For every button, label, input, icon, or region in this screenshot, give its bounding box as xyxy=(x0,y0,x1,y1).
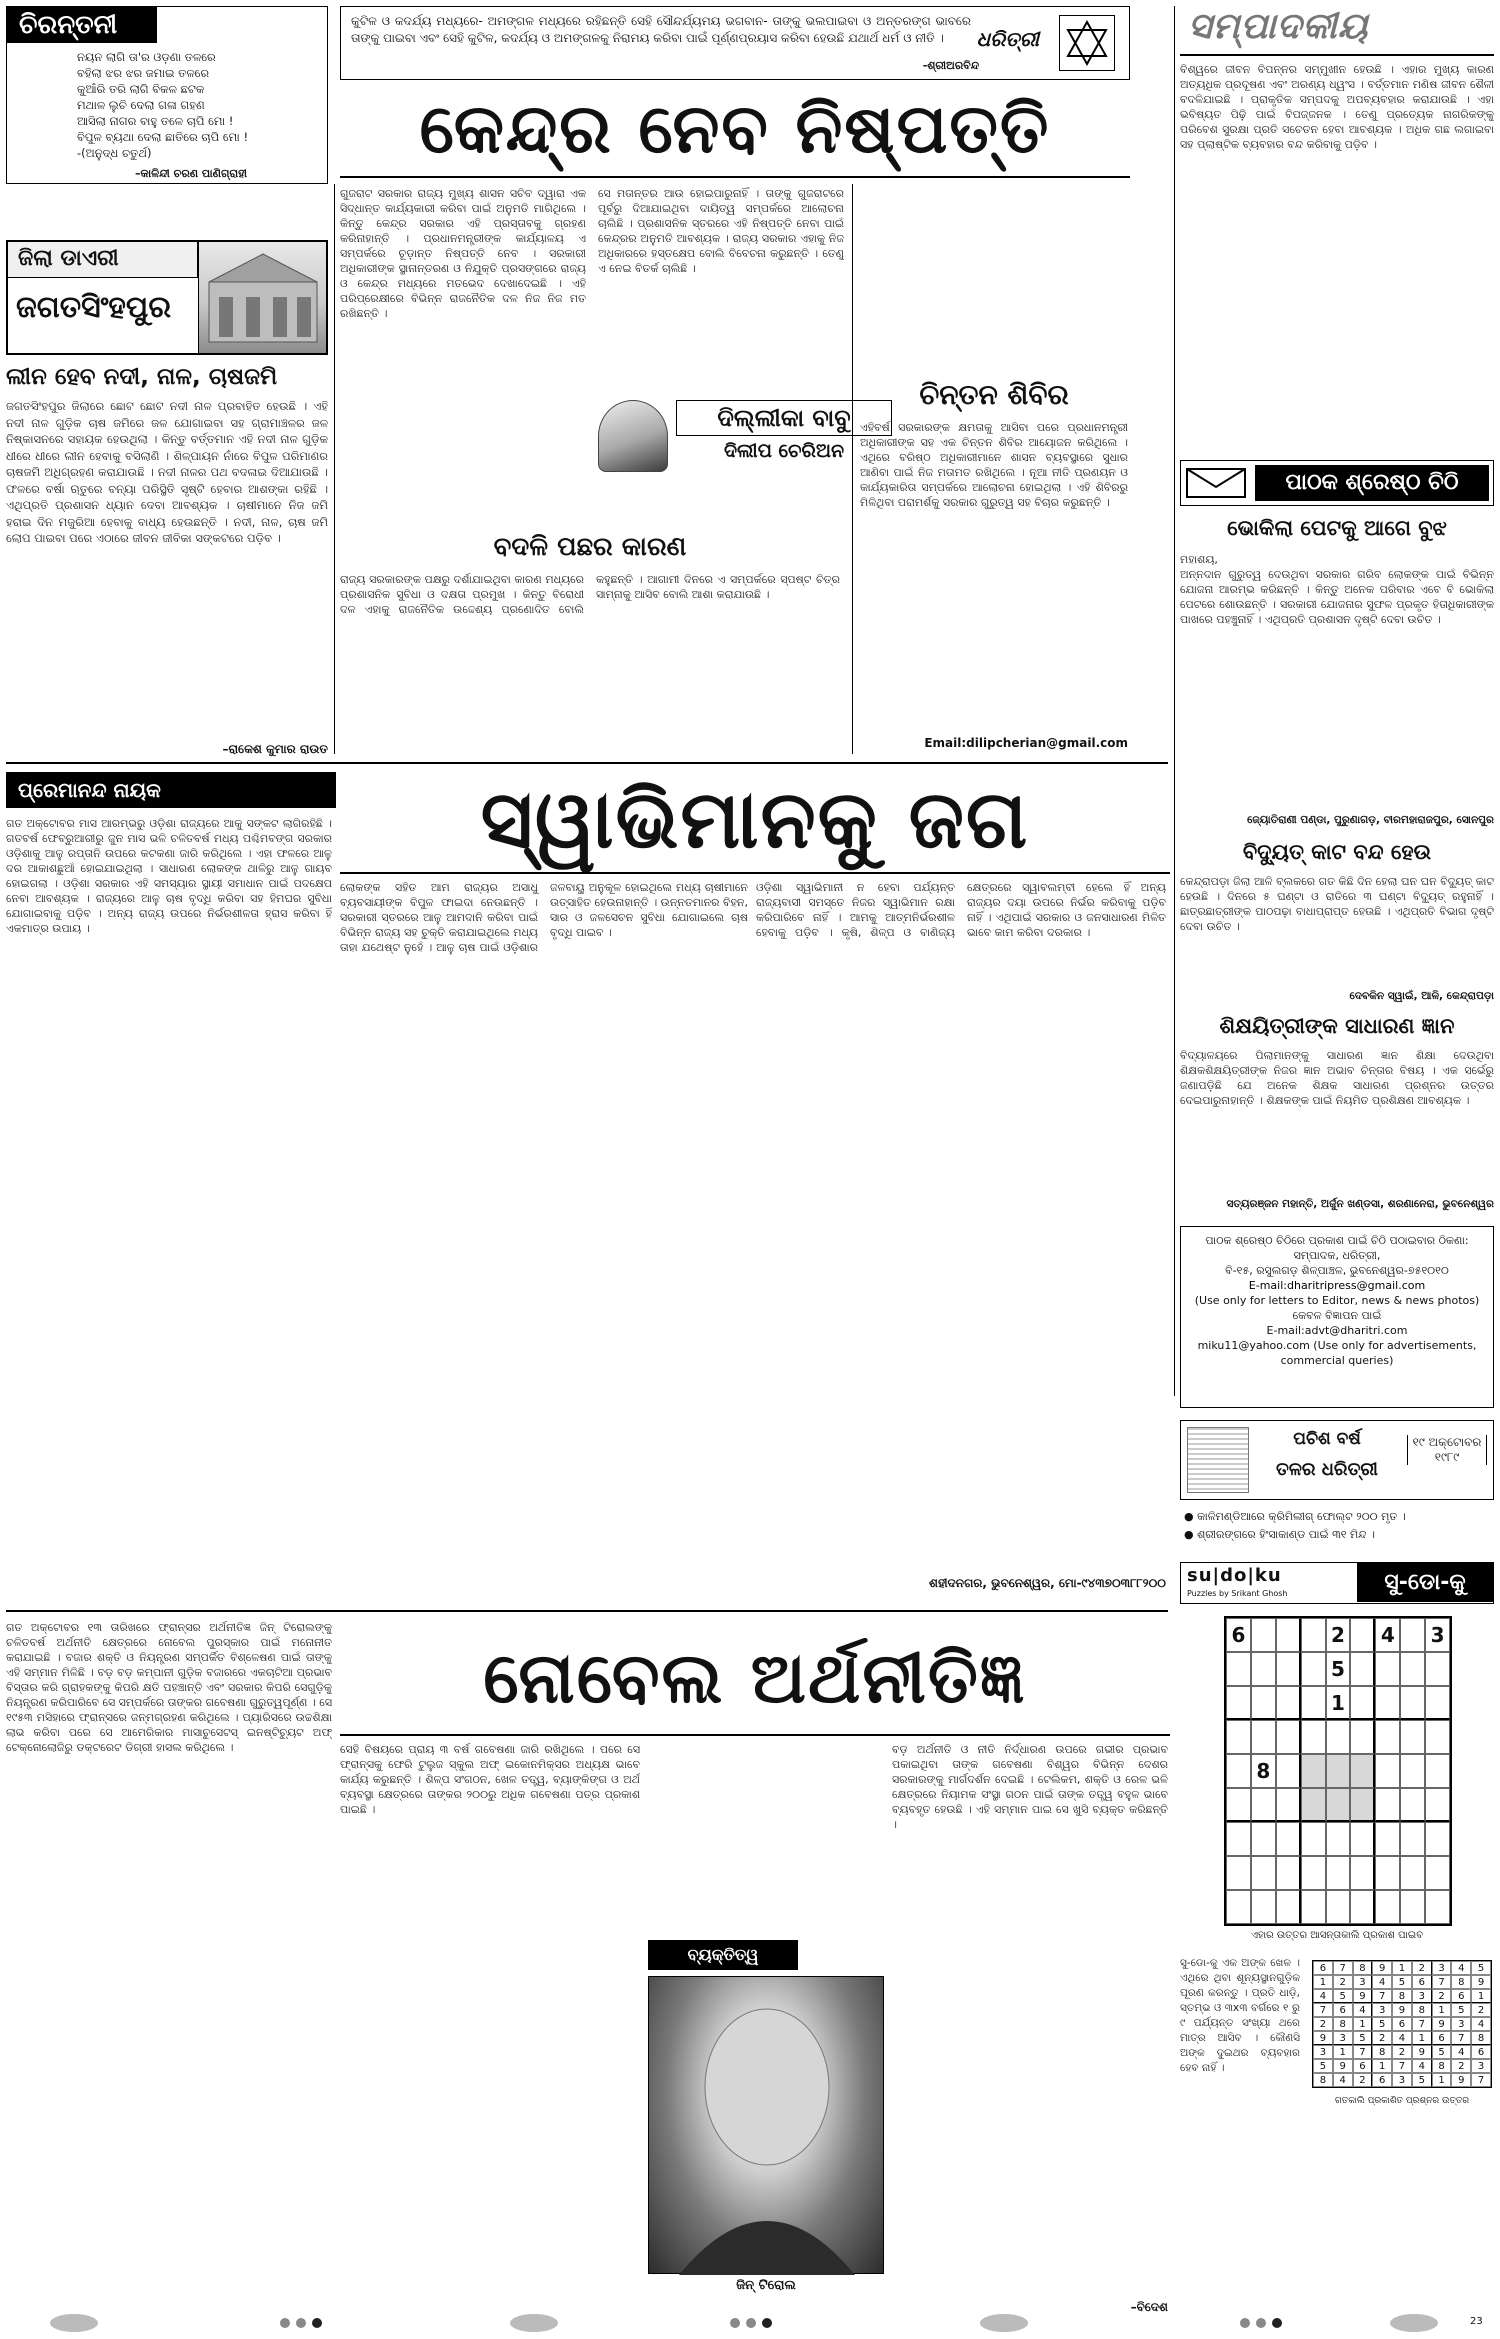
sudoku-solution-cell: 5 xyxy=(1333,1989,1353,2003)
zilla-credit: –ରାକେଶ କୁମାର ରାଉତ xyxy=(222,742,328,756)
sudoku-cell[interactable] xyxy=(1276,1788,1301,1822)
sudoku-solution-cell: 1 xyxy=(1412,2031,1432,2045)
headline-2-underline xyxy=(340,872,1170,874)
masthead xyxy=(1180,6,1494,56)
quote-text: କୁଟିଳ ଓ କଦର୍ଯ୍ୟ ମଧ୍ୟରେ- ଅମଙ୍ଗଳ ମଧ୍ୟରେ ରହିଛନ୍ତି ସେହି ସୌନ୍ଦର୍ଯ୍ୟମୟ ଭଗବାନ- ତାଙ୍କୁ ଭଲପାଇବା ଓ ଅନ୍ତରଙ୍ଗ ଭାବରେ ତାଙ୍କୁ ପାଇବା ଏବଂ ସେହି କୁଟିଳ, କଦର୍ଯ୍ୟ ଓ ଅମଙ୍ଗଳକୁ ନିରାମୟ କରିବା ପାଇଁ ପୂର୍ଣ୍ଣପ୍ରୟାସ କରିବା ହେଉଛି ଯଥାର୍ଥ ଧର୍ମ ଓ ନୀତି । xyxy=(351,14,971,45)
sudoku-cell[interactable] xyxy=(1400,1856,1425,1890)
column-divider xyxy=(334,184,335,754)
sudoku-solution-cell: 6 xyxy=(1392,2017,1412,2031)
sudoku-cell[interactable]: 2 xyxy=(1326,1618,1351,1652)
sudoku-solution-cell: 9 xyxy=(1372,1961,1392,1975)
nobel-credit: –ବିଦେଶ xyxy=(1130,2300,1168,2314)
sudoku-cell[interactable] xyxy=(1326,1720,1351,1754)
sudoku-cell[interactable] xyxy=(1301,1720,1326,1754)
sudoku-solution-cell: 8 xyxy=(1451,1975,1471,1989)
quote-box xyxy=(340,6,1130,80)
footer-oval-1 xyxy=(50,2314,98,2332)
delhi-column-box xyxy=(598,400,898,474)
sudoku-cell[interactable]: 8 xyxy=(1251,1754,1276,1788)
sudoku-cell[interactable] xyxy=(1400,1618,1425,1652)
sudoku-logo: su|do|ku xyxy=(1187,1565,1282,1586)
sudoku-solution-cell: 9 xyxy=(1392,2003,1412,2017)
sudoku-solution-cell: 5 xyxy=(1313,2059,1333,2073)
twentyfive-item1: ● କାଳିମଣ୍ଡିଆରେ କ୍ରିମିଲୀଗ୍ ଫୋଲ୍ଟ ୨୦୦ ମୃତ । xyxy=(1184,1510,1406,1523)
sudoku-cell[interactable] xyxy=(1425,1652,1450,1686)
sudoku-solution-cell: 8 xyxy=(1353,1961,1373,1975)
sudoku-cell[interactable] xyxy=(1425,1720,1450,1754)
sudoku-solution-cell: 6 xyxy=(1353,2059,1373,2073)
sudoku-cell[interactable] xyxy=(1301,1822,1326,1856)
nobel-col-c: ବଡ଼ ଅର୍ଥନୀତି ଓ ନୀତି ନିର୍ଦ୍ଧାରଣ ଉପରେ ଗଭୀର ପ୍ରଭାବ ପକାଇଥିବା ତାଙ୍କ ଗବେଷଣା ବିଶ୍ୱର ବିଭିନ୍ନ ଦେଶର ସରକାରଙ୍କୁ ମାର୍ଗଦର୍ଶନ ଦେଇଛି । ଟେଲିକମ, ଶକ୍ତି ଓ ରେଳ ଭଳି କ୍ଷେତ୍ରରେ ନିୟାମକ ସଂସ୍ଥା ଗଠନ ପାଇଁ ତାଙ୍କ ତତ୍ତ୍ୱ ବହୁଳ ଭାବେ ବ୍ୟବହୃତ ହେଉଛି । ଏହି ସମ୍ମାନ ପାଇ ସେ ଖୁସି ବ୍ୟକ୍ତ କରିଛନ୍ତି । xyxy=(892,1743,1168,1831)
sudoku-solution-cell: 9 xyxy=(1353,1989,1373,2003)
sudoku-cell[interactable] xyxy=(1276,1686,1301,1720)
right-column-divider xyxy=(1174,6,1175,1396)
footer-oval-3 xyxy=(980,2314,1028,2332)
column-divider-2 xyxy=(852,184,853,754)
best-letter-title: ପାଠକ ଶ୍ରେଷ୍ଠ ଚିଠି xyxy=(1255,465,1489,501)
sudoku-cell[interactable] xyxy=(1226,1652,1251,1686)
sudoku-solution-cell: 7 xyxy=(1432,1975,1452,1989)
masthead-title: ସମ୍ପାଦକୀୟ xyxy=(1188,6,1369,47)
footer-oval-2 xyxy=(510,2314,558,2332)
section3-top-rule xyxy=(6,1610,1168,1612)
sudoku-cell[interactable] xyxy=(1326,1754,1351,1788)
sudoku-solution-cell: 6 xyxy=(1432,2031,1452,2045)
letter3-signature: ସତ୍ୟରଞ୍ଜନ ମହାନ୍ତି, ଅର୍ଜୁନ ଖଣ୍ଡସା, ଶରଣାନେରା, ଭୁବନେଶ୍ୱର xyxy=(1226,1198,1494,1210)
sudoku-cell[interactable] xyxy=(1226,1686,1251,1720)
sudoku-solution-cell: 4 xyxy=(1333,2073,1353,2087)
sudoku-cell[interactable] xyxy=(1400,1686,1425,1720)
sudoku-solution-cell: 2 xyxy=(1313,2017,1333,2031)
swabhiman-col-b: ଲୋକଙ୍କ ସହିତ ଆମ ରାଜ୍ୟର ଅସାଧୁ ବ୍ୟବସାୟୀଙ୍କ ବିପୁଳ ଫାଇଦା ନେଉଛନ୍ତି । ସରକାରୀ ସ୍ତରରେ ଆଳୁ ଆମଦାନି କରିବା ପାଇଁ ବିଭିନ୍ନ ରାଜ୍ୟ ସହ ଚୁକ୍ତି କରାଯାଇଥିଲେ ମଧ୍ୟ ତାହା ଯଥେଷ୍ଟ ନୁହେଁ । ଆଳୁ ଚାଷ ପାଇଁ ଓଡ଼ିଶାର ଜଳବାୟୁ ଅନୁକୂଳ ହୋଇଥିଲେ ମଧ୍ୟ ଚାଷୀମାନେ ଉତ୍ସାହିତ ହେଉନାହାନ୍ତି । ଉନ୍ନତମାନର ବିହନ, ସାର ଓ ଜଳସେଚନ ସୁବିଧା ଯୋଗାଇଲେ ଚାଷ ବୃଦ୍ଧି ପାଇବ । xyxy=(340,881,748,954)
sudoku-solution-cell: 5 xyxy=(1432,2045,1452,2059)
sudoku-cell[interactable] xyxy=(1350,1652,1375,1686)
sudoku-solution-cell: 5 xyxy=(1353,2031,1373,2045)
sudoku-cell[interactable] xyxy=(1226,1788,1251,1822)
sudoku-solution-cell: 4 xyxy=(1372,1975,1392,1989)
sudoku-solution-cell: 6 xyxy=(1372,2073,1392,2087)
sudoku-cell[interactable] xyxy=(1425,1890,1450,1924)
footer-oval-4 xyxy=(1390,2314,1438,2332)
footer-dot-9 xyxy=(1272,2318,1282,2328)
footer-dot-8 xyxy=(1256,2318,1266,2328)
footer-dot-7 xyxy=(1240,2318,1250,2328)
sudoku-solution-cell: 8 xyxy=(1471,2031,1491,2045)
sudoku-cell[interactable] xyxy=(1326,1856,1351,1890)
sudoku-solution-cell: 2 xyxy=(1392,2045,1412,2059)
sudoku-cell[interactable] xyxy=(1400,1822,1425,1856)
sudoku-solution-cell: 5 xyxy=(1471,1961,1491,1975)
sudoku-cell[interactable] xyxy=(1400,1788,1425,1822)
sudoku-solution-cell: 9 xyxy=(1451,2073,1471,2087)
sudoku-title: ସୁ-ଡୋ-କୁ xyxy=(1357,1563,1493,1602)
sudoku-solution-cell: 1 xyxy=(1471,1989,1491,2003)
sudoku-solution-cell: 6 xyxy=(1333,2003,1353,2017)
sudoku-cell[interactable] xyxy=(1276,1652,1301,1686)
quote-logo: ଧରିତ୍ରୀ xyxy=(976,27,1039,51)
editorial1-subhead: ବଦଳି ପଛର କାରଣ xyxy=(493,532,687,562)
sudoku-solution-cell: 4 xyxy=(1451,2045,1471,2059)
zilla-diary xyxy=(6,240,328,355)
sudoku-logo-sub: Puzzles by Srikant Ghosh xyxy=(1187,1589,1288,1598)
sudoku-solution-cell: 3 xyxy=(1432,1961,1452,1975)
sudoku-solution-cell: 3 xyxy=(1471,2059,1491,2073)
sudoku-cell[interactable] xyxy=(1375,1754,1400,1788)
page-number: 23 xyxy=(1470,2316,1483,2327)
nobel-box-label: ବ୍ୟକ୍ତିତ୍ୱ xyxy=(648,1940,798,1970)
sudoku-cell[interactable] xyxy=(1425,1822,1450,1856)
sudoku-solution-cell: 6 xyxy=(1313,1961,1333,1975)
footer-dot-5 xyxy=(746,2318,756,2328)
sudoku-puzzle-grid[interactable] xyxy=(1224,1616,1452,1926)
sudoku-cell[interactable] xyxy=(1375,1856,1400,1890)
sudoku-cell[interactable] xyxy=(1425,1856,1450,1890)
sudoku-solution-cell: 5 xyxy=(1451,2003,1471,2017)
sudoku-cell[interactable] xyxy=(1326,1822,1351,1856)
sudoku-header xyxy=(1180,1562,1494,1604)
sudoku-cell[interactable] xyxy=(1425,1754,1450,1788)
headline-3-underline xyxy=(340,1734,1170,1736)
sudoku-solution-grid xyxy=(1312,1960,1492,2088)
nobel-col-a: ଗତ ଅକ୍ଟୋବର ୧୩ ତାରିଖରେ ଫ୍ରାନ୍ସର ଅର୍ଥନୀତିଜ୍ଞ ଜିନ୍ ଟିରୋଲଙ୍କୁ ଚଳିତବର୍ଷ ଅର୍ଥନୀତି କ୍ଷେତ୍ରରେ ନୋବେଲ ପୁରସ୍କାର ପାଇଁ ମନୋନୀତ କରାଯାଇଛି । ବଜାର ଶକ୍ତି ଓ ନିୟନ୍ତ୍ରଣ ସମ୍ପର୍କିତ ବିଶ୍ଳେଷଣ ପାଇଁ ତାଙ୍କୁ ଏହି ସମ୍ମାନ ମିଳିଛି । ବଡ଼ ବଡ଼ କମ୍ପାନୀ ଗୁଡ଼ିକ ବଜାରରେ ଏକଚାଟିଆ ପ୍ରଭାବ ବିସ୍ତାର କରି ଗ୍ରାହକଙ୍କୁ କିପରି କ୍ଷତି ପହଞ୍ଚାନ୍ତି ଏବଂ ସରକାର କିପରି ସେଗୁଡ଼ିକୁ ନିୟନ୍ତ୍ରଣ କରିପାରିବେ ସେ ସମ୍ପର୍କରେ ତାଙ୍କର ଗବେଷଣା ଗୁରୁତ୍ୱପୂର୍ଣ୍ଣ । ସେ ୧୯୫୩ ମସିହାରେ ଫ୍ରାନ୍ସରେ ଜନ୍ମଗ୍ରହଣ କରିଥିଲେ । ପ୍ୟାରିସରେ ଉଚ୍ଚଶିକ୍ଷା ଲାଭ କରିବା ପରେ ସେ ଆମେରିକାର ମାସାଚୁସେଟସ୍ ଇନଷ୍ଟିଚ୍ୟୁଟ ଅଫ୍ ଟେକ୍ନୋଲୋଜିରୁ ଡକ୍ଟରେଟ ଡିଗ୍ରୀ ହାସଲ କରିଥିଲେ । xyxy=(6,1621,332,1754)
sudoku-solution-cell: 4 xyxy=(1451,1961,1471,1975)
columnist-photo xyxy=(598,400,668,472)
zilla-label: ଜିଲା ଡାଏରୀ xyxy=(8,242,198,278)
sudoku-cell[interactable] xyxy=(1425,1788,1450,1822)
sudoku-cell[interactable] xyxy=(1425,1686,1450,1720)
sudoku-cell[interactable] xyxy=(1226,1720,1251,1754)
twentyfive-date: ୧୯ ଅକ୍ଟୋବର ୧୯୮୯ xyxy=(1407,1435,1487,1465)
sudoku-solution-cell: 7 xyxy=(1392,2059,1412,2073)
sudoku-solution-cell: 3 xyxy=(1412,1989,1432,2003)
sudoku-solution-cell: 8 xyxy=(1412,2003,1432,2017)
sudoku-solution-cell: 4 xyxy=(1471,2017,1491,2031)
delhi-subhead: ଚିନ୍ତନ ଶିବିର xyxy=(919,378,1069,411)
sudoku-solution-cell: 4 xyxy=(1353,2003,1373,2017)
section2-top-rule xyxy=(6,762,1168,764)
editor-intro: ବିଶ୍ୱରେ ଜୀବନ ବିପନ୍ନର ସମ୍ମୁଖୀନ ହେଉଛି । ଏହାର ମୁଖ୍ୟ କାରଣ ଅତ୍ୟଧିକ ପ୍ରଦୂଷଣ ଏବଂ ଅରଣ୍ୟ ଧ୍ୱଂସ । ବର୍ତ୍ତମାନ ମଣିଷ ଜୀବନ ଶୈଳୀ ବଦଳିଯାଇଛି । ପ୍ରାକୃତିକ ସମ୍ପଦକୁ ଅପବ୍ୟବହାର କରାଯାଉଛି । ଏହା ଭବିଷ୍ୟତ ପିଢ଼ି ପାଇଁ ବିପଜ୍ଜନକ । ତେଣୁ ପ୍ରତ୍ୟେକ ନାଗରିକଙ୍କୁ ପରିବେଶ ସୁରକ୍ଷା ପ୍ରତି ସଚେତନ ହେବା ଆବଶ୍ୟକ । ଅଧିକ ଗଛ ଲଗାଇବା ସହ ପ୍ଲାଷ୍ଟିକ ବ୍ୟବହାର ବନ୍ଦ କରିବାକୁ ପଡ଼ିବ । xyxy=(1180,63,1494,151)
sudoku-solution-cell: 3 xyxy=(1353,1975,1373,1989)
letter1-signature: ଜ୍ୟୋତିରାଣୀ ପଣ୍ଡା, ପୁରୁଣାଗଡ଼, ବୀରମହାରାଜପୁର, ସୋନପୁର xyxy=(1247,814,1494,826)
sudoku-cell[interactable] xyxy=(1375,1686,1400,1720)
swabhiman-col-a: ଗତ ଅକ୍ଟୋବର ମାସ ଆରମ୍ଭରୁ ଓଡ଼ିଶା ରାଜ୍ୟରେ ଆକୁ ସଙ୍କଟ ଲାଗିରହିଛି । ଗତବର୍ଷ ଫେବ୍ରୁଆରୀରୁ ଜୁନ ମାସ ଭଳି ଚଳିତବର୍ଷ ମଧ୍ୟ ପଶ୍ଚିମବଙ୍ଗ ସରକାର ଓଡ଼ିଶାକୁ ଆଳୁ ରପ୍ତାନି ଉପରେ କଟକଣା ଜାରି କରିଥିଲେ । ଏହା ଫଳରେ ଆଳୁ ଦର ଆକାଶଛୁଆଁ ହୋଇଯାଇଥିଲା । ସାଧାରଣ ଲୋକଙ୍କ ଥାଳିରୁ ଆଳୁ ଗାୟବ ହୋଇଗଲା । ଓଡ଼ିଶା ସରକାର ଏହି ସମସ୍ୟାର ସ୍ଥାୟୀ ସମାଧାନ ପାଇଁ ପଦକ୍ଷେପ ନେବା ଆବଶ୍ୟକ । ରାଜ୍ୟରେ ଆଳୁ ଚାଷ ବୃଦ୍ଧି କରିବା ସହ ହିମଘର ସୁବିଧା ଯୋଗାଇବାକୁ ପଡ଼ିବ । ଅନ୍ୟ ରାଜ୍ୟ ଉପରେ ନିର୍ଭରଶୀଳତା ହ୍ରାସ କରିବା ହିଁ ଏକମାତ୍ର ଉପାୟ । xyxy=(6,817,332,935)
sudoku-cell[interactable] xyxy=(1350,1822,1375,1856)
delhi-author: ଦିଲୀପ ଚେରିଅନ xyxy=(723,440,845,462)
zilla-body: ଜଗତସିଂହପୁର ଜିଲାରେ ଛୋଟ ଛୋଟ ନଦୀ ନାଳ ପ୍ରବାହିତ ହେଉଛି । ଏହି ନଦୀ ନାଳ ଗୁଡ଼ିକ ଚାଷ ଜମିରେ ଜଳ ଯୋଗାଇବା ସହ ଗ୍ରାମାଞ୍ଚଳର ଜଳ ନିଷ୍କାସନରେ ସହାୟକ ହେଉଥିଲା । କିନ୍ତୁ ବର୍ତ୍ତମାନ ଏହି ନଦୀ ନାଳ ଗୁଡ଼ିକ ଧୀରେ ଧୀରେ ଲୀନ ହେବାକୁ ବସିଲାଣି । ଶିଳ୍ପାୟନ ନାଁରେ ବିପୁଳ ପରିମାଣର ଚାଷଜମି ଅଧିଗ୍ରହଣ କରାଯାଉଛି । ନଦୀ ନାଳର ପଥ ବଦଳାଇ ଦିଆଯାଉଛି । ଫଳରେ ବର୍ଷା ଋତୁରେ ବନ୍ୟା ପରିସ୍ଥିତି ସୃଷ୍ଟି ହେବାର ଆଶଙ୍କା ରହିଛି । ଏଥିପ୍ରତି ପ୍ରଶାସନ ଧ୍ୟାନ ଦେବା ଆବଶ୍ୟକ । ଚାଷୀମାନେ ନିଜ ଜମି ହରାଇ ଦିନ ମଜୁରିଆ ହେବାକୁ ବାଧ୍ୟ ହେଉଛନ୍ତି । ନଦୀ, ନାଳ, ଚାଷ ଜମି ଲୋପ ପାଇବା ପରେ ଏଠାରେ ଜୀବନ ଜୀବିକା ସଙ୍କଟରେ ପଡ଼ିବ । xyxy=(6,399,328,545)
sudoku-solution-cell: 2 xyxy=(1451,2059,1471,2073)
sudoku-cell[interactable] xyxy=(1375,1788,1400,1822)
sudoku-cell[interactable] xyxy=(1251,1788,1276,1822)
sudoku-solution-cell: 9 xyxy=(1313,2031,1333,2045)
nobel-portrait-box xyxy=(648,1940,884,2310)
chirantani-credit: –କାଳିନ୍ଦୀ ଚରଣ ପାଣିଗ୍ରାହୀ xyxy=(135,167,247,180)
sudoku-solution-cell: 7 xyxy=(1412,2017,1432,2031)
delhi-column-label: ଦିଲ୍ଲୀକା ବାବୁ xyxy=(676,400,892,436)
letter2-body: କେନ୍ଦ୍ରାପଡ଼ା ଜିଲା ଆଳି ବ୍ଲକରେ ଗତ କିଛି ଦିନ ହେଲା ଘନ ଘନ ବିଦ୍ୟୁତ୍ କାଟ ହେଉଛି । ଦିନରେ ୫ ଘଣ୍ଟା ଓ ରାତିରେ ୩ ଘଣ୍ଟା ବିଦ୍ୟୁତ୍ ରହୁନାହିଁ । ଛାତ୍ରଛାତ୍ରୀଙ୍କ ପାଠପଢ଼ା ବାଧାପ୍ରାପ୍ତ ହେଉଛି । ଏଥିପ୍ରତି ବିଭାଗ ଦୃଷ୍ଟି ଦେବା ଉଚିତ । xyxy=(1180,875,1494,933)
footer-dot-6 xyxy=(762,2318,772,2328)
sudoku-cell[interactable] xyxy=(1276,1720,1301,1754)
swabhiman-col-c: ଓଡ଼ିଶା ସ୍ୱାଭିମାନୀ ନ ହେବା ପର୍ଯ୍ୟନ୍ତ ରାଜ୍ୟବାସୀ ସମସ୍ତେ ନିଜର ସ୍ୱାଭିମାନ ରକ୍ଷା କରିପାରିବେ ନାହିଁ । ଆମକୁ ଆତ୍ମନିର୍ଭରଶୀଳ ହେବାକୁ ପଡ଼ିବ । କୃଷି, ଶିଳ୍ପ ଓ ବାଣିଜ୍ୟ କ୍ଷେତ୍ରରେ ସ୍ୱାବଲମ୍ବୀ ହେଲେ ହିଁ ଅନ୍ୟ ରାଜ୍ୟର ଦୟା ଉପରେ ନିର୍ଭର କରିବାକୁ ପଡ଼ିବ ନାହିଁ । ଏଥିପାଇଁ ସରକାର ଓ ଜନସାଧାରଣ ମିଳିତ ଭାବେ କାମ କରିବା ଦରକାର । xyxy=(756,881,1166,939)
sudoku-cell[interactable] xyxy=(1375,1652,1400,1686)
sudoku-solution-cell: 7 xyxy=(1353,2045,1373,2059)
chirantani-title: ଚିରନ୍ତନୀ xyxy=(7,7,157,43)
sudoku-solution-cell: 2 xyxy=(1471,2003,1491,2017)
headline-3: ନୋବେଲ ଅର୍ଥନୀତିଜ୍ଞ xyxy=(483,1637,1027,1719)
sudoku-cell[interactable] xyxy=(1251,1686,1276,1720)
nobel-portrait-photo xyxy=(648,1976,884,2274)
sudoku-solution-cell: 2 xyxy=(1353,2073,1373,2087)
sudoku-cell[interactable] xyxy=(1400,1652,1425,1686)
letter3-title: ଶିକ୍ଷୟିତ୍ରୀଙ୍କ ସାଧାରଣ ଜ୍ଞାନ xyxy=(1219,1014,1455,1038)
letter1-title: ଭୋକିଲା ପେଟକୁ ଆଗେ ବୁଝ xyxy=(1227,516,1447,540)
sudoku-solution-cell: 1 xyxy=(1432,2073,1452,2087)
best-letter-banner xyxy=(1180,460,1494,506)
sudoku-solution-cell: 1 xyxy=(1333,2045,1353,2059)
zilla-headline: ଲୀନ ହେବ ନଦୀ, ନାଳ, ଚାଷଜମି xyxy=(6,364,278,390)
sudoku-solution-cell: 3 xyxy=(1333,2031,1353,2045)
sudoku-solution-cell: 4 xyxy=(1313,1989,1333,2003)
sudoku-solution-cell: 1 xyxy=(1313,1975,1333,1989)
address-email[interactable]: E-mail:dharitripress@gmail.com xyxy=(1248,1279,1426,1292)
sudoku-solution-cell: 5 xyxy=(1392,1975,1412,1989)
zilla-building-photo xyxy=(198,242,326,353)
sudoku-cell[interactable] xyxy=(1276,1618,1301,1652)
zilla-district: ଜଗତସିଂହପୁର xyxy=(16,290,172,325)
sudoku-solution-cell: 6 xyxy=(1471,2045,1491,2059)
sudoku-cell[interactable] xyxy=(1251,1856,1276,1890)
sudoku-solution-cell: 7 xyxy=(1372,1989,1392,2003)
sudoku-solution-cell: 5 xyxy=(1372,2017,1392,2031)
letter3-body: ବିଦ୍ୟାଳୟରେ ପିଲାମାନଙ୍କୁ ସାଧାରଣ ଜ୍ଞାନ ଶିକ୍ଷା ଦେଉଥିବା ଶିକ୍ଷକଶିକ୍ଷୟିତ୍ରୀଙ୍କ ନିଜର ଜ୍ଞାନ ଅଭାବ ଚିନ୍ତାର ବିଷୟ । ଏକ ସର୍ଭେରୁ ଜଣାପଡ଼ିଛି ଯେ ଅନେକ ଶିକ୍ଷକ ସାଧାରଣ ପ୍ରଶ୍ନର ଉତ୍ତର ଦେଇପାରୁନାହାନ୍ତି । ଶିକ୍ଷକଙ୍କ ପାଇଁ ନିୟମିତ ପ୍ରଶିକ୍ଷଣ ଆବଶ୍ୟକ । xyxy=(1180,1049,1494,1107)
nobel-caption: ଜିନ୍ ଟିରୋଲ xyxy=(736,2278,796,2293)
nobel-col-b: ସେହି ବିଷୟରେ ପ୍ରାୟ ୩ ବର୍ଷ ଗବେଷଣା ଜାରି ରଖିଥିଲେ । ପରେ ସେ ଫ୍ରାନ୍ସକୁ ଫେରି ଟୁଲୁଜ ସ୍କୁଲ ଅଫ୍ ଇକୋନମିକ୍ସର ଅଧ୍ୟକ୍ଷ ଭାବେ କାର୍ଯ୍ୟ କରୁଛନ୍ତି । ଶିଳ୍ପ ସଂଗଠନ, ଖେଳ ତତ୍ତ୍ୱ, ବ୍ୟାଙ୍କିଙ୍ଗ ଓ ଅର୍ଥ ବ୍ୟବସ୍ଥା କ୍ଷେତ୍ରରେ ତାଙ୍କର ୨୦୦ରୁ ଅଧିକ ଗବେଷଣା ପତ୍ର ପ୍ରକାଶ ପାଇଛି । xyxy=(340,1743,640,1816)
sudoku-solution-cell: 4 xyxy=(1392,2031,1412,2045)
sudoku-cell[interactable] xyxy=(1350,1856,1375,1890)
editorial1-col-a: ଗୁଜରାଟ ସରକାର ରାଜ୍ୟ ମୁଖ୍ୟ ଶାସନ ସଚିବ ଦ୍ୱାରା ଏକ ସିଦ୍ଧାନ୍ତ କାର୍ଯ୍ୟକାରୀ କରିବା ପାଇଁ ଅନୁମତି ମାଗିଥିଲେ । କିନ୍ତୁ କେନ୍ଦ୍ର ସରକାର ଏହି ପ୍ରସ୍ତାବକୁ ଗ୍ରହଣ କରିନାହାନ୍ତି । ପ୍ରଧାନମନ୍ତ୍ରୀଙ୍କ କାର୍ଯ୍ୟାଳୟ ଏ ସମ୍ପର୍କରେ ଚୂଡ଼ାନ୍ତ ନିଷ୍ପତ୍ତି ନେବ । ସରକାରୀ ଅଧିକାରୀଙ୍କ ସ୍ଥାନାନ୍ତରଣ ଓ ନିଯୁକ୍ତି ପ୍ରସଙ୍ଗରେ ରାଜ୍ୟ ଓ କେନ୍ଦ୍ର ମଧ୍ୟରେ ମତଭେଦ ଦେଖାଦେଇଛି । ଏହି ପରିପ୍ରେକ୍ଷୀରେ ବିଭିନ୍ନ ରାଜନୈତିକ ଦଳ ନିଜ ନିଜ ମତ ରଖିଛନ୍ତି । xyxy=(340,187,586,320)
twentyfive-item2: ● ଶ୍ରୀରଙ୍ଗରେ ହିଂସାକାଣ୍ଡ ପାଇଁ ୩୧ ମିନ୍ଦ । xyxy=(1184,1528,1376,1541)
newspaper-thumb-icon xyxy=(1187,1427,1249,1493)
sudoku-cell[interactable] xyxy=(1400,1754,1425,1788)
sudoku-cell[interactable] xyxy=(1251,1720,1276,1754)
sudoku-cell[interactable] xyxy=(1350,1754,1375,1788)
sudoku-cell[interactable] xyxy=(1251,1890,1276,1924)
sudoku-cell[interactable]: 6 xyxy=(1226,1618,1251,1652)
sudoku-solution-cell: 9 xyxy=(1432,2017,1452,2031)
sudoku-cell[interactable] xyxy=(1226,1890,1251,1924)
editorial1-col-b: ସେ ମତାନ୍ତର ଆଉ ହୋଇପାରୁନାହିଁ । ତାଙ୍କୁ ଗୁଜରାଟରେ ପୂର୍ବରୁ ଦିଆଯାଇଥିବା ଦାୟିତ୍ୱ ସମ୍ପର୍କରେ ଆଲୋଚନା ଚାଲିଛି । ପ୍ରଶାସନିକ ସ୍ତରରେ ଏହି ନିଷ୍ପତ୍ତି ନେବା ପାଇଁ କେନ୍ଦ୍ରର ଅନୁମତି ଆବଶ୍ୟକ । ରାଜ୍ୟ ସରକାର ଏହାକୁ ନିଜ ଅଧିକାରରେ ହସ୍ତକ୍ଷେପ ବୋଲି ବିବେଚନା କରୁଛନ୍ତି । ତେଣୁ ଏ ନେଇ ବିତର୍କ ଚାଲିଛି । xyxy=(598,187,844,275)
quote-credit: -ଶ୍ରୀଅରବିନ୍ଦ xyxy=(922,59,979,72)
sudoku-solution-cell: 9 xyxy=(1412,2045,1432,2059)
twentyfive-title2: ତଳର ଧରିତ୍ରୀ xyxy=(1276,1459,1378,1480)
delhi-email: Email:dilipcherian@gmail.com xyxy=(924,736,1128,750)
editorial1-col-c: ରାଜ୍ୟ ସରକାରଙ୍କ ପକ୍ଷରୁ ଦର୍ଶାଯାଇଥିବା କାରଣ ମଧ୍ୟରେ ପ୍ରଶାସନିକ ସୁବିଧା ଓ ଦକ୍ଷତା ପ୍ରମୁଖ । କିନ୍ତୁ ବିରୋଧୀ ଦଳ ଏହାକୁ ରାଜନୈତିକ ଉଦ୍ଦେଶ୍ୟ ପ୍ରଣୋଦିତ ବୋଲି କହୁଛନ୍ତି । ଆଗାମୀ ଦିନରେ ଏ ସମ୍ପର୍କରେ ସ୍ପଷ୍ଟ ଚିତ୍ର ସାମ୍ନାକୁ ଆସିବ ବୋଲି ଆଶା କରାଯାଉଛି । xyxy=(340,573,840,616)
sudoku-cell[interactable] xyxy=(1350,1618,1375,1652)
sudoku-cell[interactable] xyxy=(1301,1686,1326,1720)
sudoku-cell[interactable] xyxy=(1226,1822,1251,1856)
sudoku-cell[interactable] xyxy=(1251,1822,1276,1856)
sudoku-cell[interactable] xyxy=(1301,1788,1326,1822)
letter2-title: ବିଦ୍ୟୁତ୍ କାଟ ବନ୍ଦ ହେଉ xyxy=(1242,840,1432,864)
sudoku-solution-cell: 9 xyxy=(1471,1975,1491,1989)
headline-1: କେନ୍ଦ୍ର ନେବ ନିଷ୍ପତ୍ତି xyxy=(419,90,1051,169)
sudoku-solution-cell: 3 xyxy=(1372,2003,1392,2017)
sudoku-solution-cell: 7 xyxy=(1451,2031,1471,2045)
sudoku-cell[interactable] xyxy=(1400,1890,1425,1924)
address-email2[interactable]: E-mail:advt@dharitri.com xyxy=(1266,1324,1408,1337)
sudoku-solution-cell: 9 xyxy=(1333,2059,1353,2073)
address-line2: ସମ୍ପାଦକ, ଧରିତ୍ରୀ, xyxy=(1293,1249,1381,1262)
letter2-signature: ଦେବକିନ ସ୍ୱାଇଁ, ଆଳି, କେନ୍ଦ୍ରାପଡ଼ା xyxy=(1349,990,1494,1002)
sudoku-solution-cell: 1 xyxy=(1353,2017,1373,2031)
letters-address-box xyxy=(1180,1226,1494,1408)
sudoku-solution-cell: 1 xyxy=(1432,2003,1452,2017)
sudoku-cell[interactable] xyxy=(1276,1822,1301,1856)
sudoku-cell[interactable] xyxy=(1326,1788,1351,1822)
footer-dot-4 xyxy=(730,2318,740,2328)
swabhiman-author: ପ୍ରେମାନନ୍ଦ ନାୟକ xyxy=(6,772,336,808)
sudoku-cell[interactable] xyxy=(1301,1890,1326,1924)
sudoku-solution-cell: 5 xyxy=(1412,2073,1432,2087)
address-email3[interactable]: miku11@yahoo.com (Use only for advertisements, commercial queries) xyxy=(1197,1339,1477,1367)
sudoku-cell[interactable]: 4 xyxy=(1375,1618,1400,1652)
sudoku-solution-cell: 3 xyxy=(1313,2045,1333,2059)
sudoku-cell[interactable]: 1 xyxy=(1326,1686,1351,1720)
sudoku-rules: ସୁ-ଡୋ-କୁ ଏକ ଅଙ୍କ ଖେଳ । ଏଥିରେ ଥିବା ଶୂନ୍ୟସ୍ଥାନଗୁଡ଼ିକ ପୂରଣ କରନ୍ତୁ । ପ୍ରତି ଧାଡ଼ି, ସ୍ତମ୍ଭ ଓ ୩x୩ ବର୍ଗରେ ୧ ରୁ ୯ ପର୍ଯ୍ୟନ୍ତ ସଂଖ୍ୟା ଥରେ ମାତ୍ର ଆସିବ । କୌଣସି ଅଙ୍କ ଦୁଇଥର ବ୍ୟବହାର ହେବ ନାହିଁ । xyxy=(1180,1957,1300,2074)
sudoku-solution-cell: 1 xyxy=(1372,2059,1392,2073)
chirantani-poem: ନୟନ ଲାଗି ତା'ର ଓଡ଼ଣା ତଳରେ ବହିଲା ଝର ଝର ଜମାଇ ତଳରେ କୁଆଁରି ତରି ଲାଗି ବିକଳ ଛଟକ ମଥାଳ ଲୁଚି ଦେଲା ଗଳା ଗହଣ ଆସିଲା ନାଗର ବାହୁ ତଳେ ଚାପି ମୋ ! ବିପୁଳ ବ୍ୟଥା ଦେଲା ଛାତିରେ ଚାପି ମୋ ! -(ଅନୁଦ୍ଧ ଚତୁର୍ଥ) xyxy=(77,50,249,160)
envelope-icon xyxy=(1185,467,1249,499)
sudoku-solution-cell: 8 xyxy=(1313,2073,1333,2087)
sudoku-solution-cell: 7 xyxy=(1471,2073,1491,2087)
sudoku-solution-cell: 2 xyxy=(1372,2031,1392,2045)
footer-dot-2 xyxy=(296,2318,306,2328)
address-note: (Use only for letters to Editor, news & news photos) xyxy=(1194,1294,1480,1307)
sudoku-cell[interactable] xyxy=(1400,1720,1425,1754)
swabhiman-signature: ଶହୀଦନଗର, ଭୁବନେଶ୍ୱର, ମୋ-୯୪୩୭୦୩୮୮୨୦୦ xyxy=(929,1576,1166,1590)
sudoku-answer-note: ଏହାର ଉତ୍ତର ଆସନ୍ତାକାଲି ପ୍ରକାଶ ପାଇବ xyxy=(1250,1930,1424,1941)
footer-dot-1 xyxy=(280,2318,290,2328)
sudoku-solution-cell: 7 xyxy=(1333,1961,1353,1975)
sudoku-cell[interactable] xyxy=(1301,1856,1326,1890)
sudoku-solution-cell: 8 xyxy=(1372,2045,1392,2059)
sudoku-cell[interactable] xyxy=(1375,1720,1400,1754)
sudoku-cell[interactable] xyxy=(1301,1618,1326,1652)
sudoku-cell[interactable] xyxy=(1350,1720,1375,1754)
sudoku-solution-cell: 1 xyxy=(1392,1961,1412,1975)
sudoku-solution-cell: 2 xyxy=(1333,1975,1353,1989)
sudoku-cell[interactable] xyxy=(1375,1890,1400,1924)
sudoku-solution-cell: 8 xyxy=(1392,1989,1412,2003)
twentyfive-years-box xyxy=(1180,1420,1494,1500)
sudoku-cell[interactable] xyxy=(1301,1652,1326,1686)
headline-2: ସ୍ୱାଭିମାନକୁ ଜଗ xyxy=(480,773,1030,866)
sudoku-solution-cell: 8 xyxy=(1432,2059,1452,2073)
sudoku-cell[interactable] xyxy=(1350,1788,1375,1822)
sudoku-solution-note: ଗତକାଲି ପ୍ରକାଶିତ ପ୍ରଶ୍ନର ଉତ୍ତର xyxy=(1334,2096,1470,2106)
sudoku-cell[interactable] xyxy=(1276,1856,1301,1890)
sudoku-solution-cell: 3 xyxy=(1451,2017,1471,2031)
sudoku-cell[interactable] xyxy=(1276,1890,1301,1924)
sudoku-solution-cell: 2 xyxy=(1432,1989,1452,2003)
address-line1: ପାଠକ ଶ୍ରେଷ୍ଠ ଚିଠିରେ ପ୍ରକାଶ ପାଇଁ ଚିଠି ପଠାଇବାର ଠିକଣା: xyxy=(1205,1234,1469,1247)
star-emblem-icon xyxy=(1059,15,1115,71)
delhi-body: ଏହିବର୍ଷ ସରକାରଙ୍କ କ୍ଷମତାକୁ ଆସିବା ପରେ ପ୍ରଧାନମନ୍ତ୍ରୀ ଅଧିକାରୀଙ୍କ ସହ ଏକ ଚିନ୍ତନ ଶିବିର ଆୟୋଜନ କରିଥିଲେ । ଏଥିରେ ବରିଷ୍ଠ ଅଧିକାରୀମାନେ ଶାସନ ବ୍ୟବସ୍ଥାରେ ସୁଧାର ଆଣିବା ପାଇଁ ନିଜ ମତାମତ ରଖିଥିଲେ । ନୂଆ ନୀତି ପ୍ରଣୟନ ଓ କାର୍ଯ୍ୟକାରିତା ସମ୍ପର୍କରେ ଆଲୋଚନା ହୋଇଥିଲା । ଏହି ଶିବିରରୁ ମିଳିଥିବା ପରାମର୍ଶକୁ ସରକାର ଗୁରୁତ୍ୱ ସହ ବିଚାର କରୁଛନ୍ତି । xyxy=(860,421,1128,509)
sudoku-solution-cell: 8 xyxy=(1333,2017,1353,2031)
twentyfive-title1: ପଚିଶ ବର୍ଷ xyxy=(1293,1429,1361,1449)
sudoku-solution-cell: 3 xyxy=(1392,2073,1412,2087)
sudoku-cell[interactable] xyxy=(1326,1890,1351,1924)
footer-dot-3 xyxy=(312,2318,322,2328)
headline-1-underline xyxy=(340,176,1130,178)
sudoku-cell[interactable] xyxy=(1350,1686,1375,1720)
sudoku-cell[interactable] xyxy=(1375,1822,1400,1856)
sudoku-cell[interactable] xyxy=(1251,1652,1276,1686)
sudoku-cell[interactable]: 3 xyxy=(1425,1618,1450,1652)
letter1-body: ମହାଶୟ, ଅନ୍ନଦାନ ଗୁରୁତ୍ୱ ଦେଉଥିବା ସରକାର ଗରିବ ଲୋକଙ୍କ ପାଇଁ ବିଭିନ୍ନ ଯୋଜନା ଆରମ୍ଭ କରିଛନ୍ତି । କିନ୍ତୁ ଅନେକ ପରିବାର ଏବେ ବି ଭୋକିଲା ପେଟରେ ଶୋଉଛନ୍ତି । ସରକାରୀ ଯୋଜନାର ସୁଫଳ ପ୍ରକୃତ ହିତାଧିକାରୀଙ୍କ ପାଖରେ ପହଞ୍ଚୁନାହିଁ । ଏଥିପ୍ରତି ପ୍ରଶାସନ ଦୃଷ୍ଟି ଦେବା ଉଚିତ । xyxy=(1180,553,1494,626)
sudoku-cell[interactable] xyxy=(1251,1618,1276,1652)
sudoku-solution-cell: 7 xyxy=(1313,2003,1333,2017)
sudoku-cell[interactable] xyxy=(1226,1856,1251,1890)
address-line3: ବି-୧୫, ରସୁଲଗଡ଼ ଶିଳ୍ପାଞ୍ଚଳ, ଭୁବନେଶ୍ୱର-୭୫୧୦୧୦ xyxy=(1225,1264,1449,1277)
sudoku-solution-cell: 4 xyxy=(1412,2059,1432,2073)
sudoku-cell[interactable] xyxy=(1276,1754,1301,1788)
sudoku-solution-cell: 2 xyxy=(1412,1961,1432,1975)
sudoku-cell[interactable] xyxy=(1350,1890,1375,1924)
sudoku-cell[interactable]: 5 xyxy=(1326,1652,1351,1686)
address-adv: କେବଳ ବିଜ୍ଞାପନ ପାଇଁ xyxy=(1292,1309,1382,1322)
chirantani-box xyxy=(6,6,328,184)
sudoku-solution-cell: 6 xyxy=(1451,1989,1471,2003)
sudoku-solution-cell: 6 xyxy=(1412,1975,1432,1989)
sudoku-cell[interactable] xyxy=(1301,1754,1326,1788)
sudoku-cell[interactable] xyxy=(1226,1754,1251,1788)
